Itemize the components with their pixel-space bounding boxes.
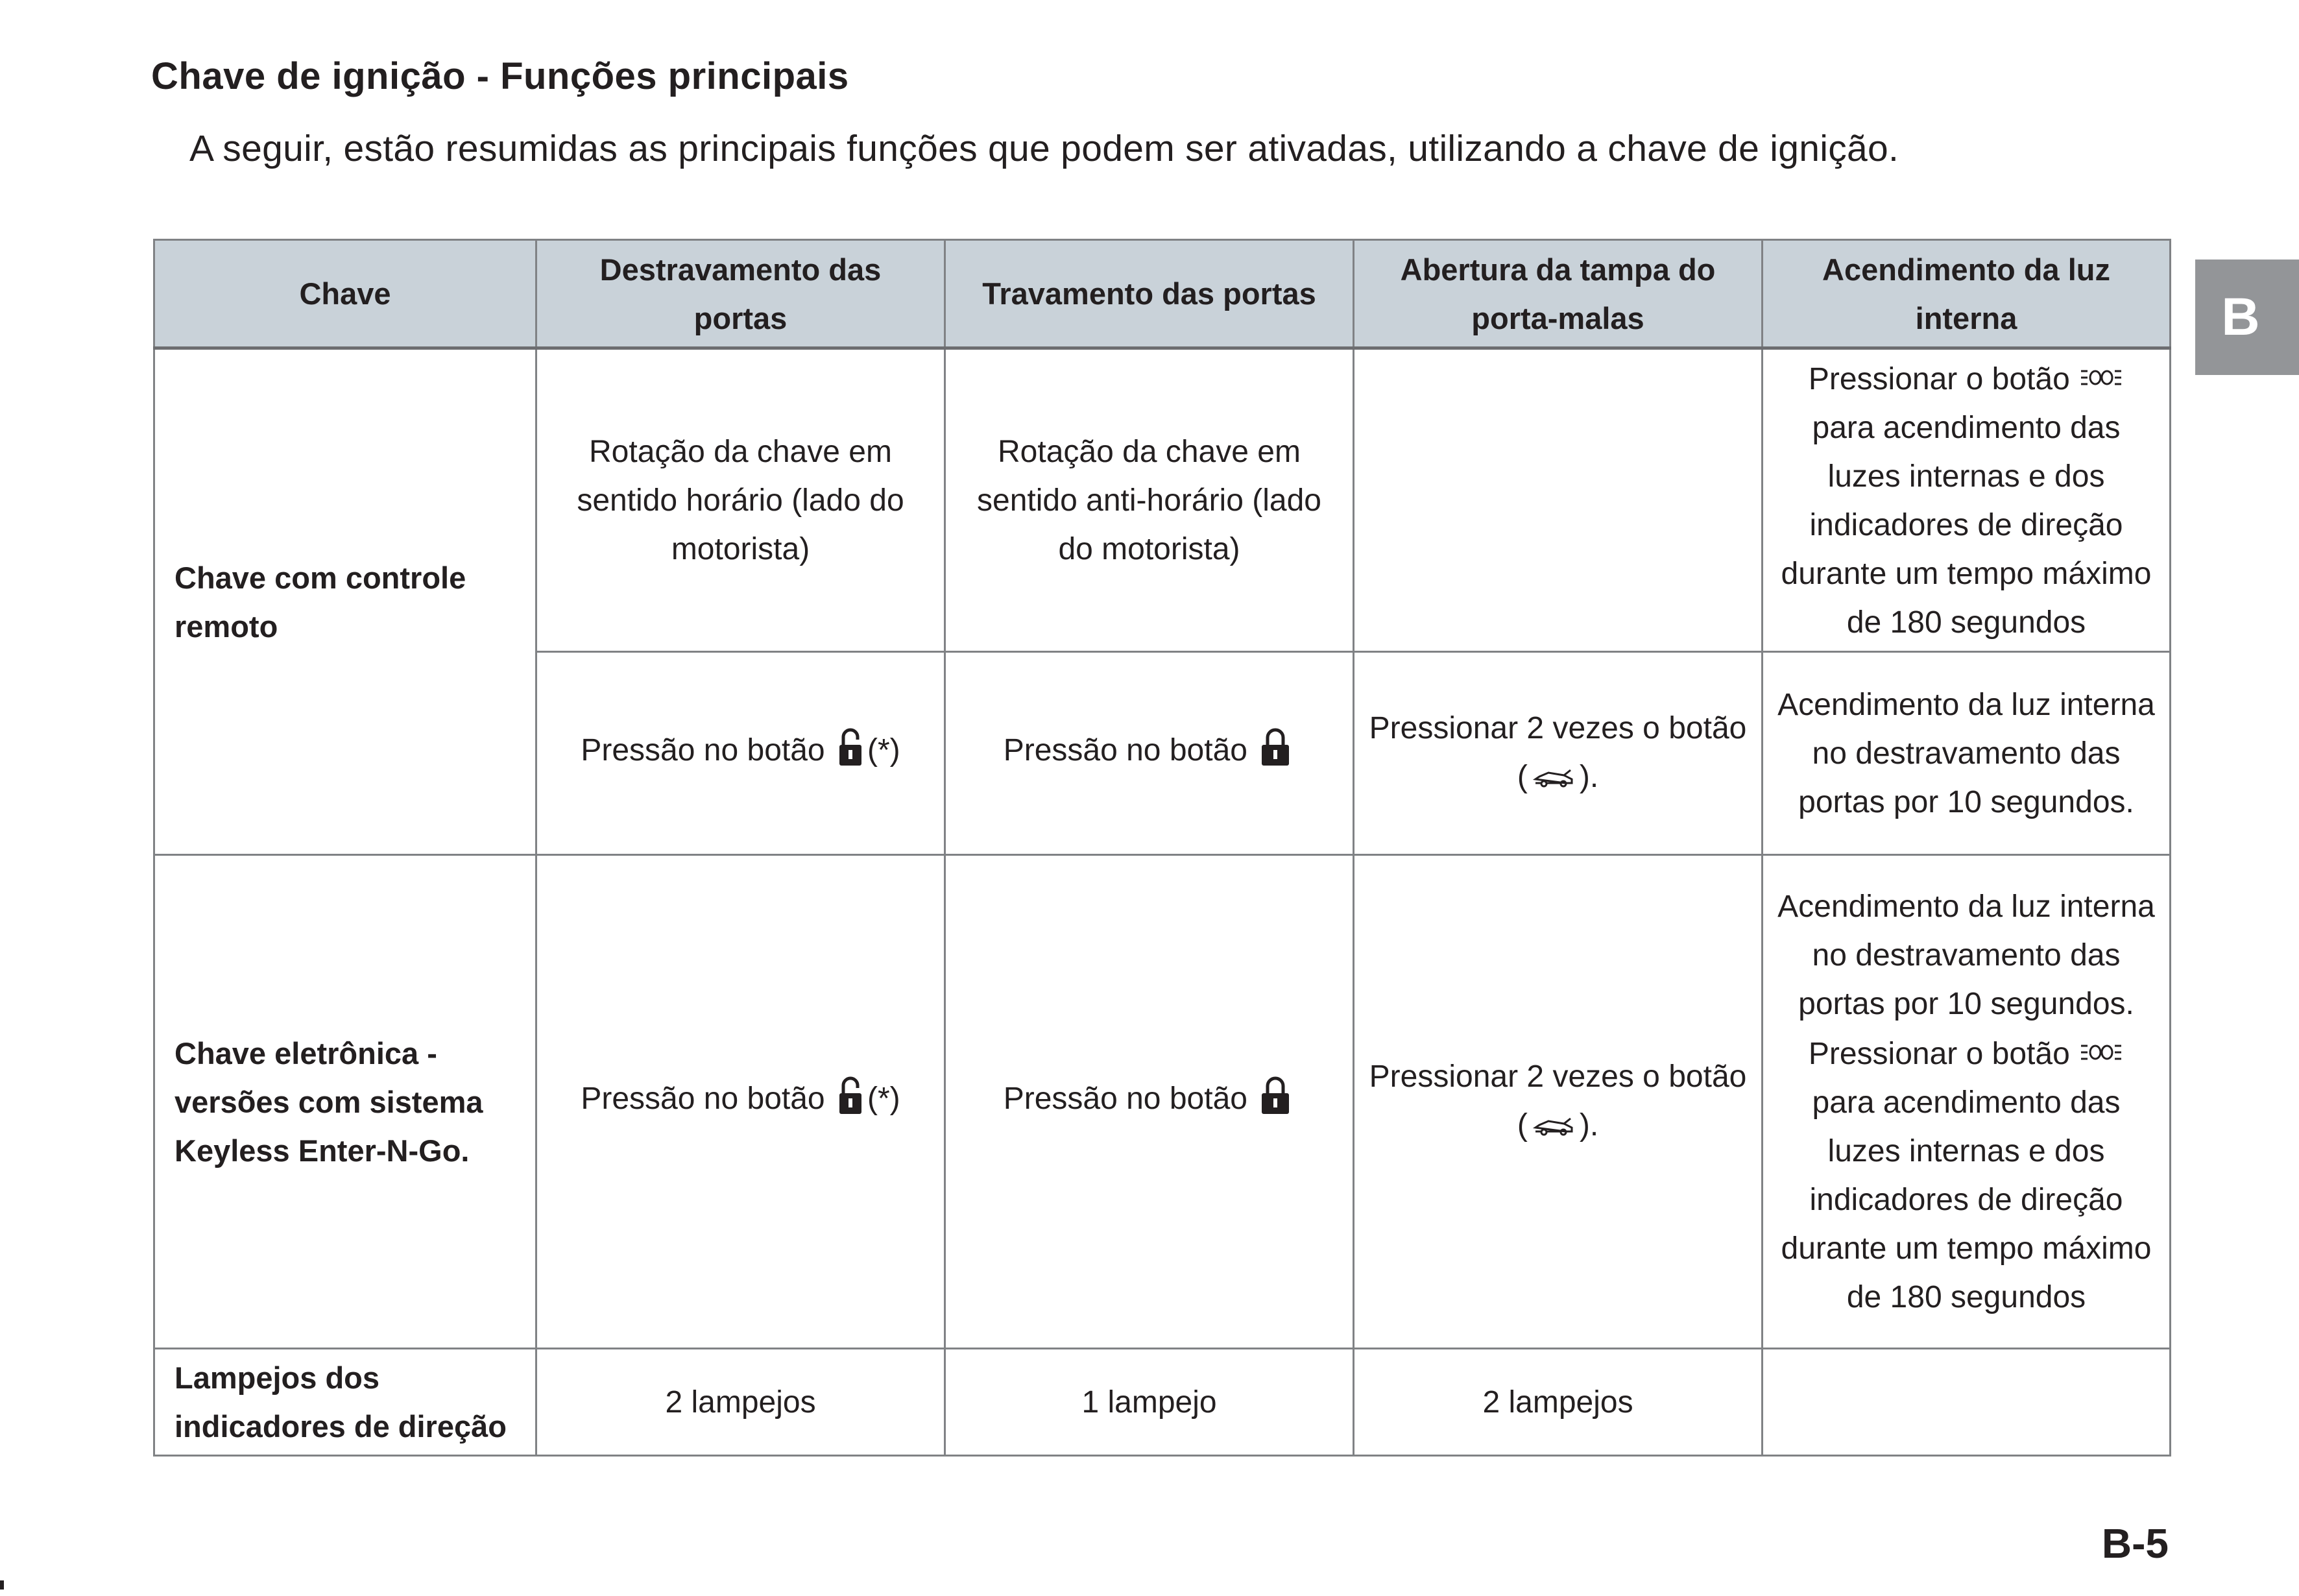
- cell-electronic-trunk: Pressionar 2 vezes o botão ( ).: [1354, 855, 1763, 1349]
- header-unlock: Destravamento das portas: [536, 240, 945, 348]
- cell-flashes-lock: 1 lampejo: [945, 1349, 1354, 1456]
- table-row: [154, 855, 2171, 1349]
- cell-remote-button-trunk: Pressionar 2 vezes o botão ( ).: [1354, 652, 1763, 855]
- row-label-electronic-key: Chave eletrônica - versões com sistema Keyless Enter-N-Go.: [154, 855, 536, 1349]
- key-functions-table: [153, 239, 2171, 1457]
- cell-remote-rotation-light: [1763, 348, 2171, 652]
- padlock-open-icon: [837, 1075, 863, 1130]
- page-number: B-5: [2101, 1520, 2169, 1567]
- cell-flashes-unlock: 2 lampejos: [536, 1349, 945, 1456]
- light-button-icon: [2078, 1028, 2124, 1077]
- header-interior-light: Acendimento da luz interna: [1763, 240, 2171, 348]
- header-key: Chave: [154, 240, 536, 348]
- padlock-closed-icon: [1260, 727, 1291, 781]
- row-label-remote-key: Chave com controle remoto: [154, 348, 536, 855]
- section-tab: B: [2195, 260, 2299, 375]
- cell-electronic-light: Acendimento da luz interna no destravamento das portas por 10 segundos. Pressionar o botão para acendimento das luzes internas e dos indicadores de direção durante um tempo máximo de 180 segundos: [1763, 855, 2171, 1349]
- crop-mark: [0, 1580, 4, 1590]
- table-row: [154, 348, 2171, 652]
- car-trunk-icon: [1533, 754, 1574, 803]
- cell-remote-rotation-lock: Rotação da chave em sentido anti-horário (lado do motorista): [945, 348, 1354, 652]
- cell-electronic-lock: Pressão no botão: [945, 855, 1354, 1349]
- cell-flashes-trunk: 2 lampejos: [1354, 1349, 1763, 1456]
- padlock-closed-icon: [1260, 1075, 1291, 1130]
- cell-electronic-unlock: Pressão no botão (*): [536, 855, 945, 1349]
- page-heading: Chave de ignição - Funções principais: [151, 55, 849, 97]
- table-header-row: [154, 240, 2171, 348]
- light-text-before: Pressionar o botão: [1808, 362, 2070, 396]
- row-label-flashes: Lampejos dos indicadores de direção: [154, 1349, 536, 1456]
- cell-remote-button-lock: Pressão no botão: [945, 652, 1354, 855]
- light-text-after: para acendimento das luzes internas e dos indicadores de direção durante um tempo máximo de 180 segundos: [1781, 411, 2152, 640]
- header-lock: Travamento das portas: [945, 240, 1354, 348]
- car-trunk-icon: [1533, 1102, 1574, 1151]
- intro-paragraph: A seguir, estão resumidas as principais funções que podem ser ativadas, utilizando a chave de ignição.: [189, 128, 1899, 169]
- cell-remote-rotation-unlock: Rotação da chave em sentido horário (lado do motorista): [536, 348, 945, 652]
- table-row: [154, 1349, 2171, 1456]
- cell-remote-button-light: Acendimento da luz interna no destravamento das portas por 10 segundos.: [1763, 652, 2171, 855]
- header-trunk: Abertura da tampa do porta-malas: [1354, 240, 1763, 348]
- cell-flashes-light: [1763, 1349, 2171, 1456]
- cell-remote-rotation-trunk: [1354, 348, 1763, 652]
- padlock-open-icon: [837, 727, 863, 781]
- light-button-icon: [2078, 354, 2124, 402]
- cell-remote-button-unlock: Pressão no botão (*): [536, 652, 945, 855]
